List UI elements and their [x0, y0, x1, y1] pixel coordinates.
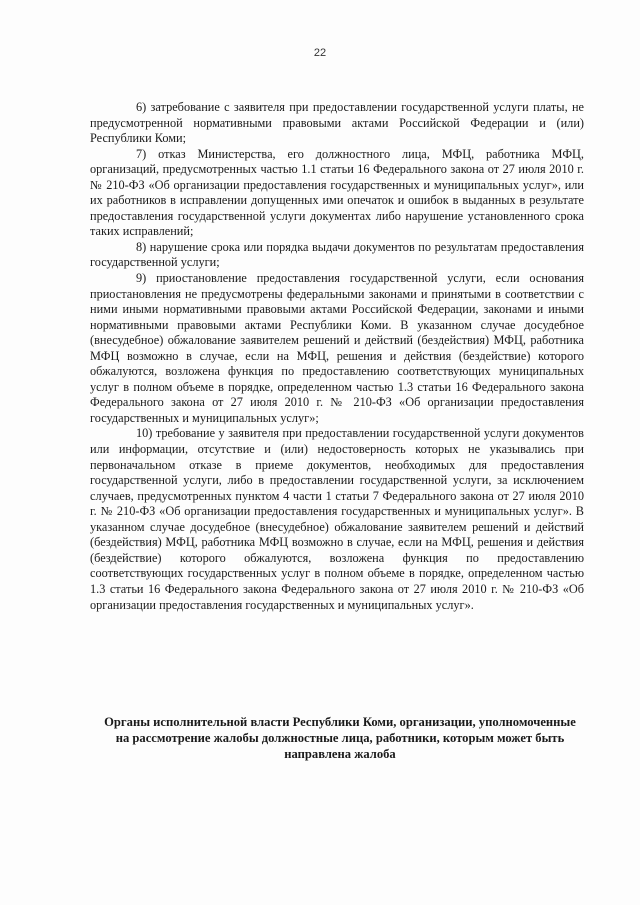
paragraph-item-9: 9) приостановление предоставления государственной услуги, если основания приостановления не предусмотрены федеральными законами и принятыми в соответствии с ними иными нормативными правовыми актами Российской Федерации, законами и иными нормативными правовыми актами Республики Коми. В указанном случае досудебное (внесудебное) обжалование заявителем решений и действий (бездействия) МФЦ, работника МФЦ возможно в случае, если на МФЦ, решения и действия (бездействие) которого обжалуются, возложена функция по предоставлению соответствующих муниципальных услуг в полном объеме в порядке, определенном частью 1.3 статьи 16 Федерального закона Федерального закона от 27 июля 2010 г. № 210-ФЗ «Об организации предоставления государственных и муниципальных услуг»; [90, 271, 584, 425]
paragraph-item-10: 10) требование у заявителя при предоставлении государственной услуги документов или информации, отсутствие и (или) недостоверность которых не указывались при первоначальном отказе в приеме документов, необходимых для предоставления государственной услуги, либо в предоставлении государственной услуги, за исключением случаев, предусмотренных пунктом 4 части 1 статьи 7 Федерального закона от 27 июля 2010 г. № 210-ФЗ «Об организации предоставления государственных и муниципальных услуг». В указанном случае досудебное (внесудебное) обжалование заявителем решений и действий (бездействия) МФЦ, работника МФЦ возможно в случае, если на МФЦ, решения и действия (бездействие) которого обжалуются, возложена функция по предоставлению соответствующих государственных услуг в полном объеме в порядке, определенном частью 1.3 статьи 16 Федерального закона Федерального закона от 27 июля 2010 г. № 210-ФЗ «Об организации предоставления государственных и муниципальных услуг». [90, 426, 584, 612]
document-body [90, 100, 584, 613]
page-number: 22 [313, 47, 327, 59]
paragraph-item-7: 7) отказ Министерства, его должностного лица, МФЦ, работника МФЦ, организаций, предусмотренных частью 1.1 статьи 16 Федерального закона от 27 июля 2010 г. № 210-ФЗ «Об организации предоставления государственных и муниципальных услуг», или их работников в исправлении допущенных ими опечаток и ошибок в выданных в результате предоставления государственной услуги документах либо нарушение установленного срока таких исправлений; [90, 146, 584, 239]
section-heading: Органы исполнительной власти Республики Коми, организации, уполномоченные на рассмотрение жалобы должностные лица, работники, которым может быть направлена жалоба [104, 715, 576, 761]
paragraph-item-8: 8) нарушение срока или порядка выдачи документов по результатам предоставления государственной услуги; [90, 239, 584, 270]
paragraph-item-6: 6) затребование с заявителя при предоставлении государственной услуги платы, не предусмотренной нормативными правовыми актами Российской Федерации и (или) Республики Коми; [90, 100, 584, 146]
